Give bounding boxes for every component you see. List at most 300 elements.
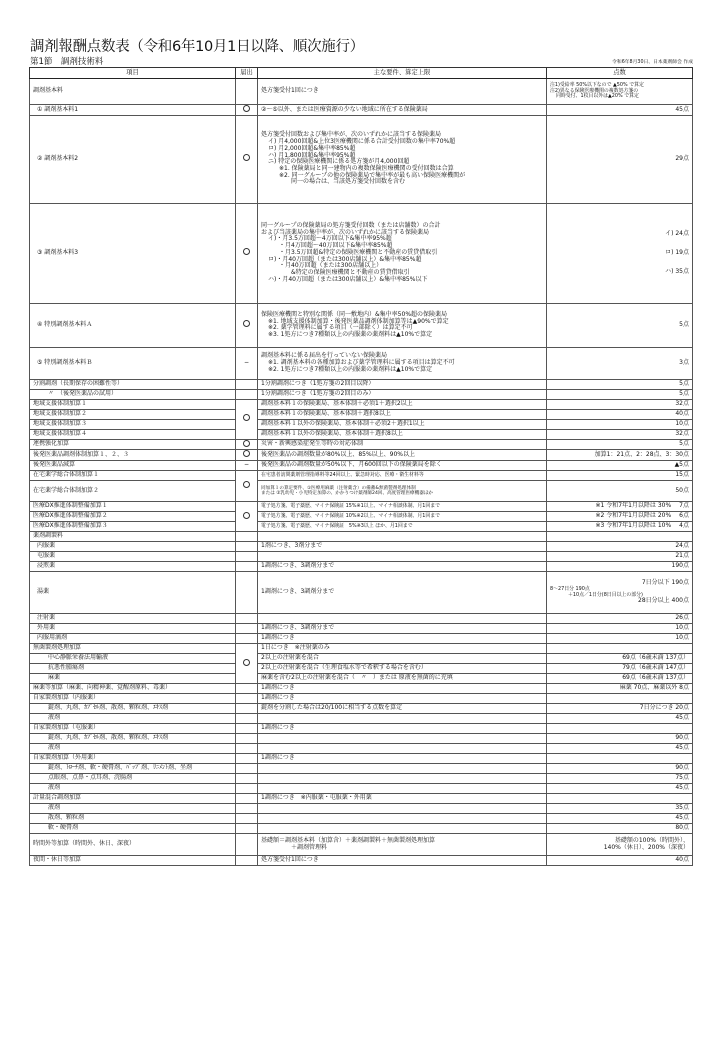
condition-line: または ②乳幼児・小児特定加算の、かかりつけ薬剤師24回、高度管理医療機器ほか xyxy=(261,491,434,497)
row-item: 錠剤、丸剤、ｶﾌﾟｾﾙ剤、散剤、顆粒剤、ｴｷｽ剤 xyxy=(30,704,236,714)
points-value: 6点 xyxy=(679,512,689,520)
row-item: 麻薬等加算（麻薬、向精神薬、覚醒剤原料、毒薬） xyxy=(30,684,236,694)
points-note: ※2 令和7年1月以降は 20% xyxy=(595,512,672,520)
row-conditions xyxy=(258,804,547,814)
row-points: 45点 xyxy=(547,744,693,754)
row-points xyxy=(547,512,693,522)
circle-icon xyxy=(243,414,250,421)
column-header-conditions: 主な要件、算定上限 xyxy=(258,68,547,79)
row-item: ① 調剤基本料1 xyxy=(30,105,236,116)
table-row xyxy=(30,419,693,429)
row-item: 中心静脈栄養法用輸液 xyxy=(30,654,236,664)
column-header-points: 点数 xyxy=(547,68,693,79)
table-row xyxy=(30,714,693,724)
filing-required-mark xyxy=(236,439,258,450)
row-conditions: 在宅患者訪問薬剤管理指導料等24回以上、緊急時対応、医療・衛生材料等 xyxy=(258,471,547,481)
row-conditions: 調剤基本料１の保険薬局、基本体制＋選択8以上 xyxy=(258,409,547,419)
condition-line: ニ) 特定の保険医療機関に係る処方箋が月4,000回超 xyxy=(268,158,410,166)
table-row xyxy=(30,429,693,439)
filing-cell xyxy=(236,562,258,572)
row-points: 5点 xyxy=(547,303,693,347)
table-row xyxy=(30,824,693,834)
row-item: 自家製剤加算（外用薬） xyxy=(30,754,236,764)
row-points: 32点 xyxy=(547,399,693,409)
filing-cell xyxy=(236,714,258,724)
filing-required-mark xyxy=(236,105,258,116)
row-points xyxy=(547,724,693,734)
filing-required-mark xyxy=(236,115,258,203)
row-points: 190点 xyxy=(547,562,693,572)
filing-cell xyxy=(236,814,258,824)
table-row xyxy=(30,439,693,450)
points-line: ＋10点／1日分(8日目以上の部分) xyxy=(568,591,643,598)
row-conditions: 1調剤につき xyxy=(258,754,547,764)
row-conditions: 1調剤につき xyxy=(258,724,547,734)
circle-icon xyxy=(243,440,250,447)
filing-cell xyxy=(236,774,258,784)
row-conditions xyxy=(258,744,547,754)
row-points: 90点 xyxy=(547,764,693,774)
row-conditions: 1調剤につき、3調剤分まで xyxy=(258,624,547,634)
filing-cell xyxy=(236,389,258,399)
condition-line: ・月40万回超（または300店舗以上） xyxy=(279,262,383,270)
filing-required-mark xyxy=(236,502,258,532)
filing-cell xyxy=(236,634,258,644)
row-conditions: 1日につき ※注射薬のみ xyxy=(258,644,547,654)
filing-cell xyxy=(236,379,258,389)
row-item: 麻薬 xyxy=(30,674,236,684)
row-points: 40点 xyxy=(547,856,693,866)
row-points: 69点（6歳未満 137点） xyxy=(547,674,693,684)
row-points: 35点 xyxy=(547,804,693,814)
table-row xyxy=(30,562,693,572)
row-item: 内服薬 xyxy=(30,542,236,552)
row-conditions xyxy=(258,552,547,562)
row-item: 後発医薬品減算 xyxy=(30,461,236,471)
row-item: 液剤 xyxy=(30,784,236,794)
points-line: 同時受付、1枚目以外は▲20% で算定 xyxy=(556,93,639,100)
row-conditions: ②〜⑤以外、または医療資源の少ない地域に所在する保険薬局 xyxy=(258,105,547,116)
filing-cell xyxy=(236,744,258,754)
row-conditions: 調剤基本料１以外の保険薬局、基本体制＋必須2＋選択1以上 xyxy=(258,419,547,429)
row-conditions: 1調剤につき xyxy=(258,694,547,704)
circle-icon xyxy=(243,248,250,255)
filing-cell xyxy=(236,724,258,734)
table-row xyxy=(30,624,693,634)
condition-line: 同加算１の算定要件、①医療用麻薬（注射薬含）の備蓄&無菌製剤処理体制 xyxy=(261,486,416,492)
row-item: 軟・硬膏剤 xyxy=(30,824,236,834)
row-conditions xyxy=(258,303,547,347)
row-points: 45点 xyxy=(547,105,693,116)
row-item: 注射薬 xyxy=(30,614,236,624)
points-value: 7点 xyxy=(679,502,689,510)
circle-icon xyxy=(243,154,250,161)
filing-cell xyxy=(236,532,258,542)
row-conditions xyxy=(258,814,547,824)
row-conditions: 電子処方箋、電子薬歴、マイナ保険証 15%※1以上、マイナ相談体制、月1回まで xyxy=(258,502,547,512)
condition-line: 保険医療機関と特別な関係（同一敷地内）&集中率50%超の保険薬局 xyxy=(261,310,448,318)
filing-cell xyxy=(236,704,258,714)
points-line: 7日分以下 190点 xyxy=(641,579,689,587)
row-item: 無菌製剤処理加算 xyxy=(30,644,236,654)
row-points xyxy=(547,522,693,532)
condition-line: および当該薬局の集中率が、次のいずれかに該当する保険薬局 xyxy=(261,228,430,236)
row-item: 地域支援体制加算３ xyxy=(30,419,236,429)
table-row xyxy=(30,774,693,784)
table-row xyxy=(30,79,693,105)
filing-cell xyxy=(236,552,258,562)
table-row xyxy=(30,303,693,347)
condition-line: 調剤基本料に係る届出を行っていない保険薬局 xyxy=(261,352,388,360)
row-conditions: 1調剤につき、3調剤分まで xyxy=(258,562,547,572)
condition-line: &特定の保険医療機関と不動産の賃貸借取引 xyxy=(291,269,410,277)
filing-required-mark xyxy=(236,303,258,347)
points-note: ※3 令和7年1月以降は 10% xyxy=(595,522,672,530)
row-points: 75点 xyxy=(547,774,693,784)
condition-line: イ) 月4,000回超&上位3医療機関に係る合計受付回数の集中率70%超 xyxy=(268,138,456,146)
row-points: 15点 xyxy=(547,471,693,481)
row-conditions xyxy=(258,774,547,784)
row-conditions xyxy=(258,115,547,203)
filing-cell xyxy=(236,734,258,744)
table-row xyxy=(30,734,693,744)
row-points: 79点（6歳未満 147点） xyxy=(547,664,693,674)
row-points: 80点 xyxy=(547,824,693,834)
points-value: 4点 xyxy=(679,522,689,530)
row-item: 散剤、顆粒剤 xyxy=(30,814,236,824)
table-row xyxy=(30,481,693,502)
row-points xyxy=(547,694,693,704)
row-item: 抗悪性腫瘍剤 xyxy=(30,664,236,674)
filing-cell xyxy=(236,614,258,624)
row-conditions: 1調剤につき xyxy=(258,634,547,644)
condition-line: ※2. 薬学管理料に属する項目（一部除く）は算定不可 xyxy=(268,324,413,332)
row-conditions xyxy=(258,784,547,794)
row-points: 10点 xyxy=(547,419,693,429)
table-row xyxy=(30,856,693,866)
points-line: 8〜27日分 190点 xyxy=(550,586,590,593)
condition-line: 同一グループの保険薬局の処方箋受付回数（または店舗数）の合計 xyxy=(261,221,441,229)
filing-cell xyxy=(236,694,258,704)
row-points: 21点 xyxy=(547,552,693,562)
table-row xyxy=(30,674,693,684)
row-conditions xyxy=(258,834,547,856)
table-row xyxy=(30,724,693,734)
row-conditions xyxy=(258,532,547,542)
circle-icon xyxy=(243,320,250,327)
table-row xyxy=(30,614,693,624)
table-row xyxy=(30,450,693,461)
condition-line: ※1. 保険薬局と同一建物内の複数保険医療機関の受付回数は合算 xyxy=(279,164,454,172)
table-row xyxy=(30,105,693,116)
filing-cell xyxy=(236,684,258,694)
row-item: 液剤 xyxy=(30,804,236,814)
condition-line: ・月3.5万回超&特定の保険医療機関と不動産の賃貸借取引 xyxy=(279,248,438,256)
row-points: ▲5点 xyxy=(547,461,693,471)
circle-icon xyxy=(243,512,250,519)
table-row xyxy=(30,347,693,379)
filing-required-mark xyxy=(236,203,258,303)
row-item: 医療DX推進体制整備加算２ xyxy=(30,512,236,522)
table-row xyxy=(30,814,693,824)
row-conditions xyxy=(258,203,547,303)
table-row xyxy=(30,502,693,512)
row-conditions: 1調剤につき xyxy=(258,684,547,694)
filing-cell xyxy=(236,754,258,764)
table-row xyxy=(30,664,693,674)
condition-line: イ)・月3.5万回超〜4万回以下&集中率95%超 xyxy=(268,235,392,243)
row-item: 〃 （後発医薬品の試用） xyxy=(30,389,236,399)
row-conditions: 1分割調剤につき（1処方箋の2回目のみ） xyxy=(258,389,547,399)
row-conditions: 電子処方箋、電子薬歴、マイナ保険証 10%※2以上、マイナ相談体制、月1回まで xyxy=(258,512,547,522)
table-row xyxy=(30,654,693,664)
table-row xyxy=(30,644,693,654)
row-points: 加算1：21点、2：28点、3：30点 xyxy=(547,450,693,461)
row-points: 40点 xyxy=(547,409,693,419)
table-row xyxy=(30,764,693,774)
filing-cell xyxy=(236,824,258,834)
row-conditions: 調剤基本料１以外の保険薬局、基本体制＋選択8以上 xyxy=(258,429,547,439)
table-header-row xyxy=(30,68,693,79)
row-item: 分割調剤（長期保存の困難性等） xyxy=(30,379,236,389)
circle-icon xyxy=(243,481,250,488)
table-row xyxy=(30,704,693,714)
row-conditions xyxy=(258,824,547,834)
row-points: 45点 xyxy=(547,814,693,824)
filing-required-mark xyxy=(236,471,258,502)
row-conditions: 災害・新興感染症発生等時の対応体制 xyxy=(258,439,547,450)
row-points: 90点 xyxy=(547,734,693,744)
filing-cell xyxy=(236,834,258,856)
condition-line: 同一の場合は、当該処方箋受付回数を含む xyxy=(291,178,406,186)
row-conditions: 処方箋受付1回につき xyxy=(258,856,547,866)
row-points: 32点 xyxy=(547,429,693,439)
row-item: 地域支援体制加算１ xyxy=(30,399,236,409)
row-item: ⑤ 特別調剤基本料Ｂ xyxy=(30,347,236,379)
row-points: 50点 xyxy=(547,481,693,502)
table-row xyxy=(30,634,693,644)
row-item: 浸煎薬 xyxy=(30,562,236,572)
condition-line: ハ) 月1,800回超&集中率95%超 xyxy=(268,151,356,159)
filing-cell xyxy=(236,784,258,794)
condition-line: ロ) 月2,000回超&集中率85%超 xyxy=(268,144,356,152)
row-conditions xyxy=(258,347,547,379)
author-note: 令和6年8月30日、日本薬剤師会 作成 xyxy=(612,60,693,65)
table-row xyxy=(30,512,693,522)
row-points: 10点 xyxy=(547,634,693,644)
table-row xyxy=(30,572,693,614)
row-points: 45点 xyxy=(547,784,693,794)
row-conditions xyxy=(258,764,547,774)
row-item: 計量混合調剤加算 xyxy=(30,794,236,804)
row-points: 麻薬 70点、麻薬以外 8点 xyxy=(547,684,693,694)
filing-required-mark xyxy=(236,450,258,461)
filing-cell xyxy=(236,804,258,814)
row-points xyxy=(547,794,693,804)
row-conditions: 麻薬を含む2以上の注射薬を混合（ 〃 ）または 原液を無菌的に充填 xyxy=(258,674,547,684)
points-line: ロ) 19点 xyxy=(665,248,689,256)
row-conditions: 1分割調剤につき（1処方箋の2回目以降） xyxy=(258,379,547,389)
row-item: 屯服薬 xyxy=(30,552,236,562)
points-line: 基礎額の100%（時間外）、 xyxy=(614,836,689,844)
row-conditions: 処方箋受付1回につき xyxy=(258,79,547,105)
row-conditions: 調剤基本料１の保険薬局、基本体制＋必須1＋選択2以上 xyxy=(258,399,547,409)
row-points xyxy=(547,79,693,105)
row-points xyxy=(547,834,693,856)
filing-cell xyxy=(236,572,258,614)
circle-icon xyxy=(243,659,250,666)
row-conditions xyxy=(258,714,547,724)
filing-not-required-mark: − xyxy=(236,347,258,379)
table-row xyxy=(30,532,693,542)
row-conditions: 1剤につき、3剤分まで xyxy=(258,542,547,552)
condition-line: 処方箋受付回数および集中率が、次のいずれかに該当する保険薬局 xyxy=(261,131,442,139)
row-conditions: 後発医薬品の調剤数量が50%以下、月600回以下の保険薬局を除く xyxy=(258,461,547,471)
condition-line: ※3. 1処方につき7種類以上の内服薬の薬剤料は▲10%で算定 xyxy=(268,330,433,338)
row-item: 在宅薬学総合体制加算２ xyxy=(30,481,236,502)
table-row xyxy=(30,694,693,704)
row-points xyxy=(547,644,693,654)
row-item: 在宅薬学総合体制加算１ xyxy=(30,471,236,481)
row-item: 液剤 xyxy=(30,744,236,754)
row-conditions: 2以上の注射薬を混合（生理食塩水等で希釈する場合を含む） xyxy=(258,664,547,674)
condition-line: 基礎額＝調剤基本料（加算含）＋薬剤調製料＋無菌製剤処理加算 xyxy=(261,836,436,844)
column-header-filing: 届出 xyxy=(236,68,258,79)
points-line: 28日分以上 400点 xyxy=(638,597,689,605)
row-item: 錠剤、丸剤、ｶﾌﾟｾﾙ剤、散剤、顆粒剤、ｴｷｽ剤 xyxy=(30,734,236,744)
row-conditions: 1調剤につき、3調剤分まで xyxy=(258,572,547,614)
row-item: 自家製剤加算（内服薬） xyxy=(30,694,236,704)
row-item: 外用薬 xyxy=(30,624,236,634)
row-points xyxy=(547,532,693,542)
filing-cell xyxy=(236,542,258,552)
row-conditions: 1調剤につき ※内服薬・屯服薬・外用薬 xyxy=(258,794,547,804)
filing-cell xyxy=(236,794,258,804)
row-points: 7日分につき 20点 xyxy=(547,704,693,714)
row-item: 錠剤、ﾄﾛｰﾁ剤、軟・硬膏剤、ﾊﾟｯﾌﾟ剤、ﾘﾆﾒﾝﾄ剤、坐剤 xyxy=(30,764,236,774)
row-item: 薬剤調製料 xyxy=(30,532,236,542)
points-line: 注1)受給率 50%以下なので ▲50% で算定 xyxy=(550,82,644,89)
row-item: 点眼剤、点鼻・点耳剤、浣腸剤 xyxy=(30,774,236,784)
row-conditions: 後発医薬品の調剤数量が80%以上、85%以上、90%以上 xyxy=(258,450,547,461)
table-row xyxy=(30,794,693,804)
row-item: 地域支援体制加算２ xyxy=(30,409,236,419)
row-item: 夜間・休日等加算 xyxy=(30,856,236,866)
row-item: 調剤基本料 xyxy=(30,79,236,105)
points-line: 注2)異なる保険医療機関の複数処方箋の xyxy=(550,87,639,94)
row-points: 10点 xyxy=(547,624,693,634)
row-item: 自家製剤加算（屯服薬） xyxy=(30,724,236,734)
filing-required-mark xyxy=(236,399,258,439)
row-conditions xyxy=(258,481,547,502)
row-points xyxy=(547,502,693,512)
row-item: ④ 特別調剤基本料Ａ xyxy=(30,303,236,347)
condition-line: ・月4万回超〜40万回以下&集中率85%超 xyxy=(279,242,393,250)
row-item: 後発医薬品調剤体制加算１、２、３ xyxy=(30,450,236,461)
table-row xyxy=(30,115,693,203)
row-conditions: 電子処方箋、電子薬歴、マイナ保険証 5%※3以上 ほか、月1回まで xyxy=(258,522,547,532)
row-item: 湯薬 xyxy=(30,572,236,614)
table-row xyxy=(30,409,693,419)
table-row xyxy=(30,522,693,532)
filing-cell xyxy=(236,856,258,866)
row-item: 医療DX推進体制整備加算１ xyxy=(30,502,236,512)
column-header-item: 項目 xyxy=(30,68,236,79)
row-item: 地域支援体制加算４ xyxy=(30,429,236,439)
table-row xyxy=(30,471,693,481)
row-points: 29点 xyxy=(547,115,693,203)
row-item: 時間外等加算（時間外、休日、深夜） xyxy=(30,834,236,856)
row-conditions xyxy=(258,614,547,624)
condition-line: ※1. 調剤基本料の各種加算および薬学管理料に属する項目は算定不可 xyxy=(268,358,455,366)
points-line: 140%（休日）、200%（深夜） xyxy=(603,843,689,851)
table-row xyxy=(30,379,693,389)
fee-table xyxy=(29,67,693,866)
row-conditions: 2以上の注射薬を混合 xyxy=(258,654,547,664)
table-row xyxy=(30,552,693,562)
row-points xyxy=(547,203,693,303)
row-points: 69点（6歳未満 137点） xyxy=(547,654,693,664)
points-line: イ) 24点 xyxy=(665,230,689,238)
circle-icon xyxy=(243,450,250,457)
table-row xyxy=(30,784,693,794)
points-line: ハ) 35点 xyxy=(665,267,689,275)
condition-line: ※2. 1処方につき7種類以上の内服薬の薬剤料は▲10%で算定 xyxy=(268,365,433,373)
row-item: ② 調剤基本料2 xyxy=(30,115,236,203)
section-title: 第1節 調剤技術料 xyxy=(30,57,104,67)
row-points xyxy=(547,572,693,614)
row-conditions: 錠剤を分割した場合は20/100に相当する点数を算定 xyxy=(258,704,547,714)
row-points: 24点 xyxy=(547,542,693,552)
table-row xyxy=(30,684,693,694)
row-points xyxy=(547,754,693,764)
table-row xyxy=(30,203,693,303)
points-note: ※1 令和7年1月以降は 30% xyxy=(595,502,672,510)
filing-cell xyxy=(236,79,258,105)
table-row xyxy=(30,834,693,856)
row-conditions xyxy=(258,734,547,744)
row-points: 5点 xyxy=(547,379,693,389)
condition-line: ※1. 地域支援体制加算・後発医薬品調剤体制加算等は▲90%で算定 xyxy=(268,317,449,325)
row-points: 26点 xyxy=(547,614,693,624)
row-points: 3点 xyxy=(547,347,693,379)
row-points: 45点 xyxy=(547,714,693,724)
row-item: 液剤 xyxy=(30,714,236,724)
document-title: 調剤報酬点数表（令和6年10月1日以降、順次施行） xyxy=(30,39,364,55)
filing-required-mark xyxy=(236,644,258,684)
table-row xyxy=(30,389,693,399)
condition-line: ロ)・月40万回超（または300店舗以上）&集中率85%超 xyxy=(268,255,422,263)
row-item: 内服用滴剤 xyxy=(30,634,236,644)
condition-line: ※2. 同一グループの他の保険薬局で集中率が最も高い保険医療機関が xyxy=(279,171,466,179)
row-points: 5点 xyxy=(547,439,693,450)
filing-cell xyxy=(236,624,258,634)
row-item: ③ 調剤基本料3 xyxy=(30,203,236,303)
table-row xyxy=(30,542,693,552)
table-row xyxy=(30,744,693,754)
row-item: 医療DX推進体制整備加算３ xyxy=(30,522,236,532)
condition-line: ハ)・月40万回超（または300店舗以上）&集中率85%以下 xyxy=(268,275,428,283)
filing-not-required-mark: − xyxy=(236,461,258,471)
table-row xyxy=(30,804,693,814)
row-item: 連携強化加算 xyxy=(30,439,236,450)
table-row xyxy=(30,754,693,764)
circle-icon xyxy=(243,105,250,112)
condition-line: ＋調剤管理料 xyxy=(291,843,328,851)
filing-cell xyxy=(236,764,258,774)
table-row xyxy=(30,461,693,471)
table-row xyxy=(30,399,693,409)
